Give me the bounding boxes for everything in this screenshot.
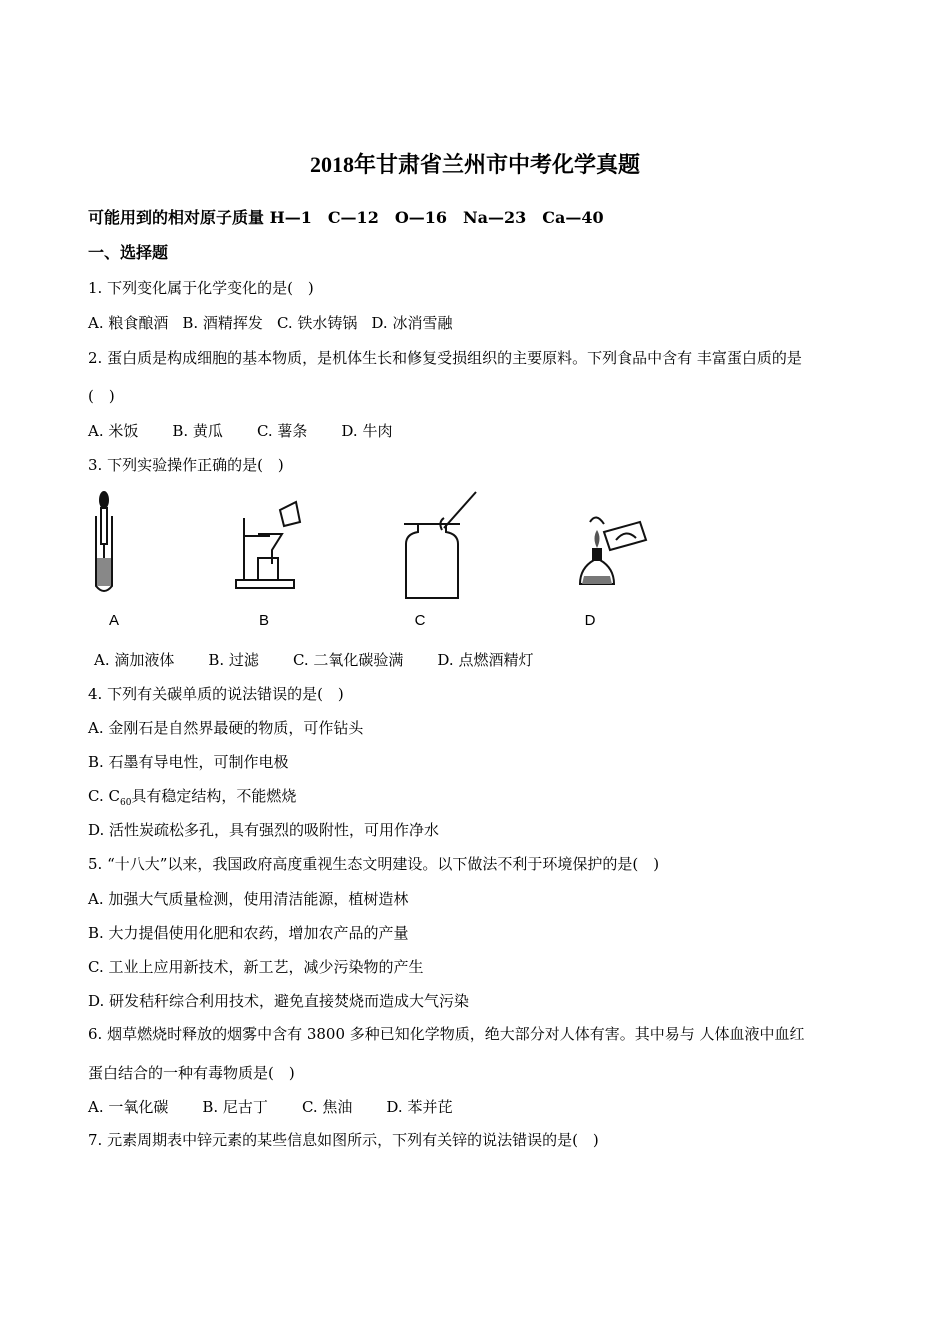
figure-d: [570, 488, 670, 638]
question-6-stem-line1: 6. 烟草燃烧时释放的烟雾中含有 3800 多种已知化学物质，绝大部分对人体有害。其中易与 人体血液中血红: [88, 1025, 805, 1043]
option-d: D. 冰消雪融: [371, 314, 453, 332]
option-c: C. 二氧化碳验满: [292, 651, 404, 669]
question-2-stem-line2: ( ): [88, 387, 115, 405]
question-6-options: [88, 1097, 486, 1117]
figure-a: [80, 488, 180, 638]
option-b: B. 酒精挥发: [182, 314, 263, 332]
question-6-stem-line2: 蛋白结合的一种有毒物质是( ): [88, 1064, 295, 1082]
section-heading: 一、选择题: [88, 243, 169, 262]
option-a: A. 米饭: [88, 422, 139, 440]
option-a: A. 粮食酿酒: [88, 314, 169, 332]
question-1-options: [88, 313, 476, 333]
lab-operation-figures: [100, 488, 700, 638]
question-4-option-c: [88, 786, 296, 813]
question-1-stem: 1. 下列变化属于化学变化的是( ): [88, 279, 314, 297]
question-2-options: [88, 421, 426, 441]
figure-label-c: C: [414, 612, 426, 629]
figure-c: [390, 488, 490, 638]
filtration-apparatus-icon: [228, 488, 328, 618]
option-d: D. 牛肉: [341, 422, 393, 440]
question-4-option-d: D. 活性炭疏松多孔，具有强烈的吸附性，可用作净水: [88, 821, 440, 839]
option-d: D. 点燃酒精灯: [437, 651, 534, 669]
question-5-option-b: B. 大力提倡使用化肥和农药，增加农产品的产量: [88, 924, 409, 942]
option-d: D. 苯并芘: [386, 1098, 453, 1116]
figure-label-a: A: [108, 612, 119, 629]
option-b: B. 黄瓜: [172, 422, 223, 440]
question-3-stem: 3. 下列实验操作正确的是( ): [88, 456, 284, 474]
dropper-test-tube-icon: [80, 488, 180, 618]
figure-b: [228, 488, 328, 638]
option-a: A. 一氧化碳: [88, 1098, 169, 1116]
atomic-masses-line: 可能用到的相对原子质量 H—1 C—12 O—16 Na—23 Ca—40: [88, 208, 604, 227]
question-5-option-c: C. 工业上应用新技术，新工艺，减少污染物的产生: [88, 958, 424, 976]
page-title: 2018年甘肃省兰州市中考化学真题: [309, 152, 640, 177]
figure-label-d: D: [584, 612, 596, 629]
option-a: A. 滴加液体: [94, 651, 175, 669]
question-2-stem-line1: 2. 蛋白质是构成细胞的基本物质，是机体生长和修复受损组织的主要原料。下列食品中含有 丰富蛋白质的是: [88, 349, 802, 367]
alcohol-lamp-icon: [570, 488, 670, 618]
option-c-prefix: C. C: [88, 787, 120, 805]
option-c: C. 薯条: [256, 422, 308, 440]
c60-subscript: 60: [119, 798, 132, 808]
question-5-option-a: A. 加强大气质量检测，使用清洁能源，植树造林: [88, 890, 409, 908]
question-4-option-a: A. 金刚石是自然界最硬的物质，可作钻头: [88, 719, 364, 737]
question-4-stem: 4. 下列有关碳单质的说法错误的是( ): [88, 685, 344, 703]
question-5-option-d: D. 研发秸秆综合利用技术，避免直接焚烧而造成大气污染: [88, 992, 470, 1010]
option-b: B. 过滤: [208, 651, 259, 669]
gas-bottle-icon: [390, 488, 490, 618]
figure-label-b: B: [258, 612, 269, 629]
option-c: C. 铁水铸锅: [276, 314, 358, 332]
question-5-stem: 5. “十八大”以来，我国政府高度重视生态文明建设。以下做法不利于环境保护的是( ): [88, 855, 660, 873]
question-7-stem: 7. 元素周期表中锌元素的某些信息如图所示，下列有关锌的说法错误的是( ): [88, 1131, 599, 1149]
question-4-option-b: B. 石墨有导电性，可制作电极: [88, 753, 289, 771]
option-c-text: 具有稳定结构，不能燃烧: [131, 787, 297, 805]
question-3-options: [94, 650, 567, 670]
option-c: C. 焦油: [301, 1098, 353, 1116]
option-b: B. 尼古丁: [202, 1098, 268, 1116]
